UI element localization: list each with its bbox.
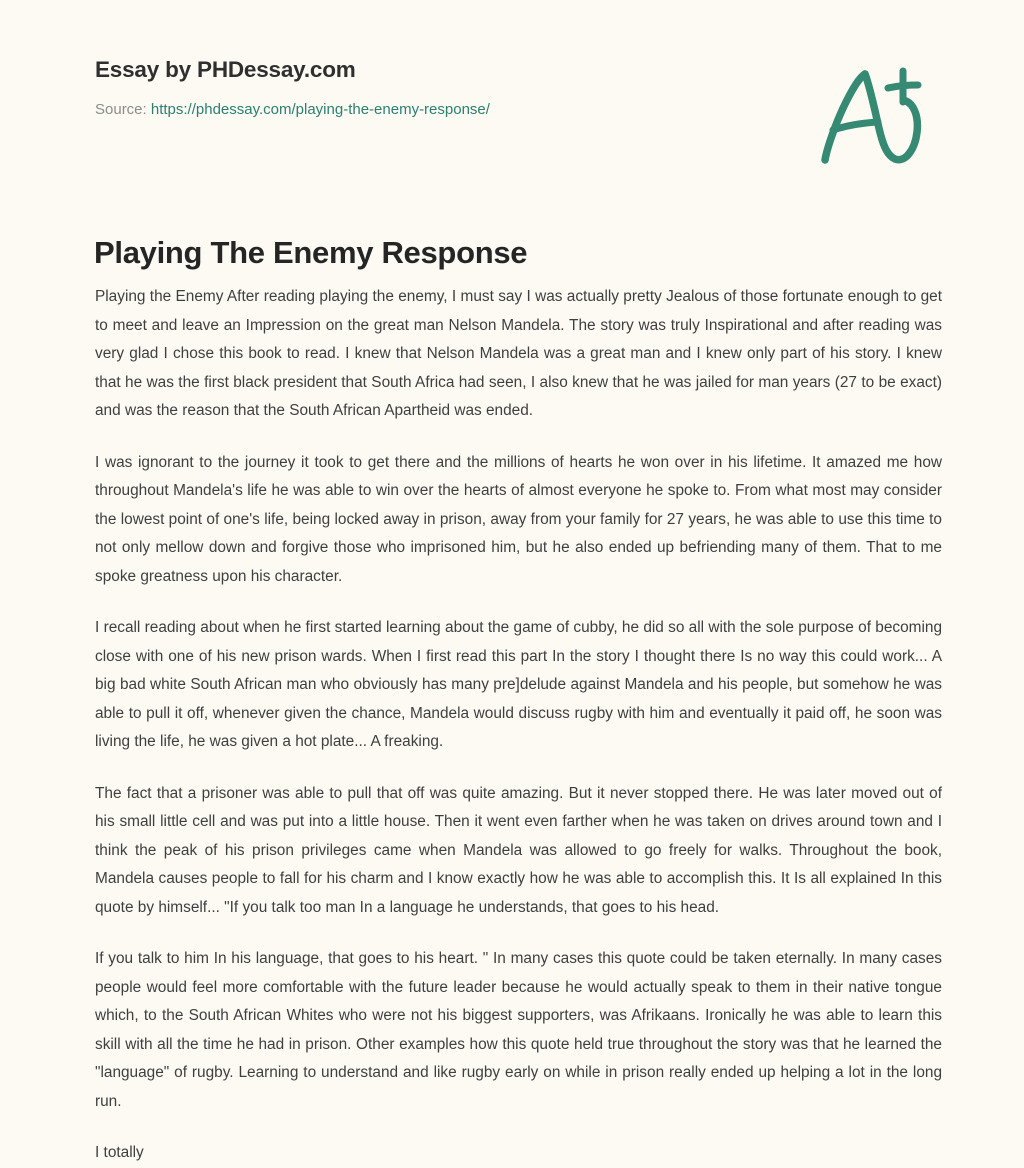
- essay-body: [95, 283, 942, 1168]
- paragraph: If you talk to him In his language, that goes to his heart. " In many cases this quote could be taken eternally. In many cases people would feel more comfortable with the future leader because he would actually speak to them in their native tongue which, to the South African Whites who were not his biggest supporters, was Afrikaans. Ironically he was able to learn this skill with all the time he had in prison. Other examples how this quote held true throughout the story was that he learned the "language" of rugby. Learning to understand and like rugby early on while in prison really ended up helping a lot in the long run.: [95, 950, 942, 1110]
- source-label: Source:: [95, 101, 147, 118]
- page-title: Playing The Enemy Response: [94, 234, 528, 270]
- paragraph: I was ignorant to the journey it took to get there and the millions of hearts he won over in his lifetime. It amazed me how throughout Mandela's life he was able to win over the hearts of almost everyone he spoke to. From what most may consider the lowest point of one's life, being locked away in prison, away from your family for 27 years, he was able to use this time to not only mellow down and forgive those who imprisoned him, but he also ended up befriending many of them. That to me spoke greatness upon his character.: [95, 453, 942, 585]
- source-link[interactable]: https://phdessay.com/playing-the-enemy-response/: [150, 101, 490, 118]
- paragraph: Playing the Enemy After reading playing the enemy, I must say I was actually pretty Jealous of those fortunate enough to get to meet and leave an Impression on the great man Nelson Mandela. The story was truly Inspirational and after reading was very glad I chose this book to read. I knew that Nelson Mandela was a great man and I knew only part of his story. I knew that he was the first black president that South Africa had seen, I also knew that he was jailed for man years (27 to be exact) and was the reason that the South African Apartheid was ended.: [95, 288, 942, 419]
- paragraph: I recall reading about when he first started learning about the game of cubby, he did so all with the sole purpose of becoming close with one of his new prison wards. When I first read this part In the story I thought there Is no way this could work... A big bad white South African man who obviously has many pre]delude against Mandela and his people, but somehow he was able to pull it off, whenever given the chance, Mandela would discuss rugby with him and eventually it paid off, he soon was living the life, he was given a hot plate... A freaking.: [95, 619, 942, 750]
- paragraph: The fact that a prisoner was able to pull that off was quite amazing. But it never stopped there. He was later moved out of his small little cell and was put into a little house. Then it went even farther when he was taken on drives around town and I think the peak of his prison privileges came when Mandela was allowed to go freely for walks. Throughout the book, Mandela causes people to fall for his charm and I know exactly how he was able to accomplish this. It Is all explained In this quote by himself... "If you talk too man In a language he understands, that goes to his head.: [95, 784, 942, 916]
- a-plus-logo: [812, 62, 930, 167]
- paragraph: I totally: [95, 1144, 144, 1161]
- brand-title: Essay by PHDessay.com: [95, 57, 356, 82]
